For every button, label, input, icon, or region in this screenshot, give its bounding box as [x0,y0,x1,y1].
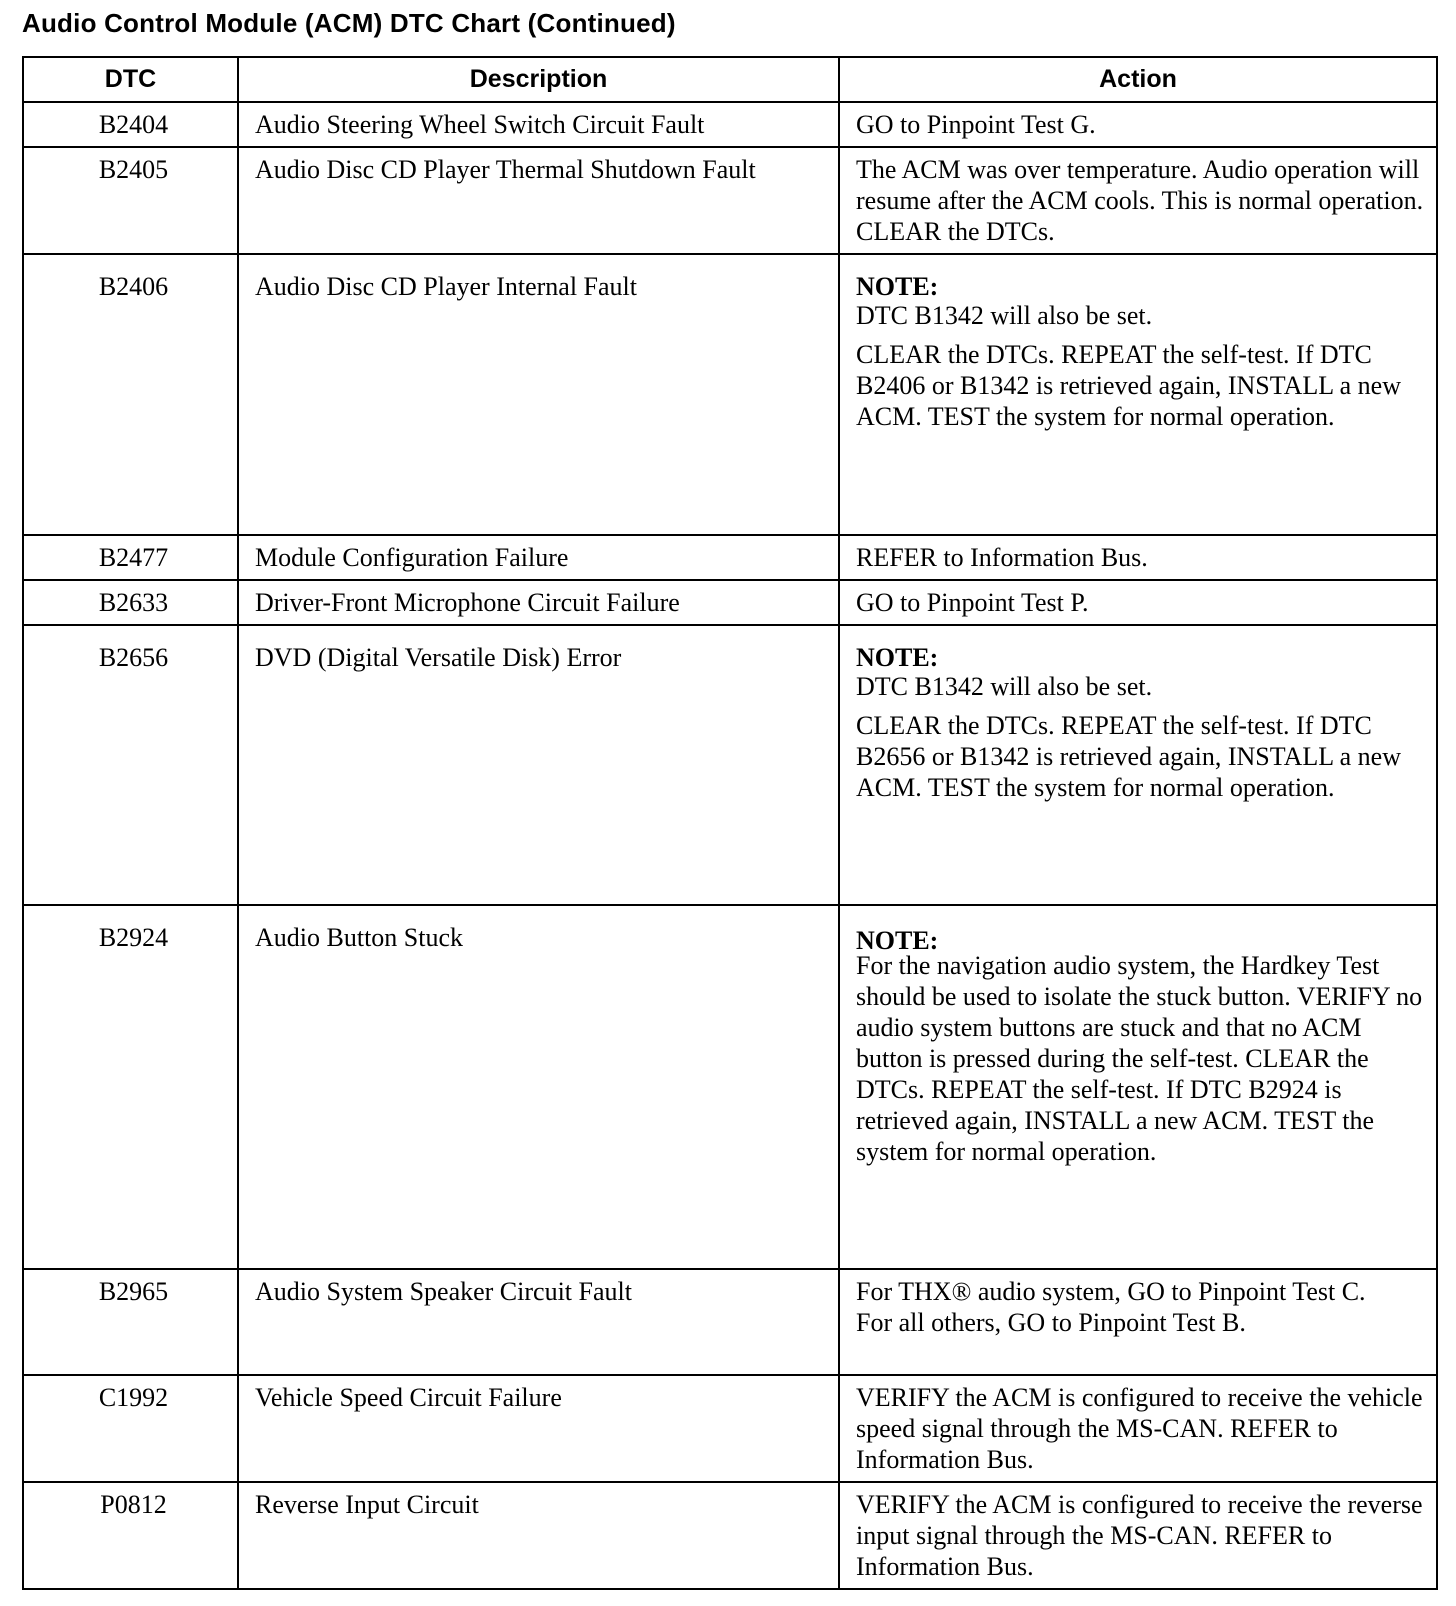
dtc-action-cell [839,905,1437,1269]
table-row [23,535,1437,580]
table-header-row [23,57,1437,102]
note-label: NOTE: [856,272,939,301]
dtc-action: The ACM was over temperature. Audio operation will resume after the ACM cools. This is normal operation. CLEAR the DTCs. [839,147,1437,254]
table-row [23,625,1437,905]
dtc-description: Audio Disc CD Player Thermal Shutdown Fault [238,147,839,254]
table-row [23,147,1437,254]
table-row [23,580,1437,625]
dtc-description: Module Configuration Failure [238,535,839,580]
note-text: For the navigation audio system, the Hardkey Test should be used to isolate the stuck button. VERIFY no audio system buttons are stuck and that no ACM button is pressed during the self-test. CLEAR the DTCs. REPEAT the self-test. If DTC B2924 is retrieved again, INSTALL a new ACM. TEST the system for normal operation. [856,951,1423,1166]
dtc-action: VERIFY the ACM is configured to receive the reverse input signal through the MS-CAN. REFER to Information Bus. [839,1482,1437,1589]
dtc-description: Audio Disc CD Player Internal Fault [238,254,839,535]
note-text: DTC B1342 will also be set. [856,672,1153,701]
dtc-code: B2404 [23,102,238,147]
note-label: NOTE: [856,926,939,955]
dtc-action: CLEAR the DTCs. REPEAT the self-test. If DTC B2656 or B1342 is retrieved again, INSTALL a new ACM. TEST the system for normal operation. [856,711,1401,802]
dtc-action: GO to Pinpoint Test G. [839,102,1437,147]
dtc-action-cell [839,625,1437,905]
dtc-action: GO to Pinpoint Test P. [839,580,1437,625]
dtc-description: Audio System Speaker Circuit Fault [238,1269,839,1375]
note-label: NOTE: [856,643,939,672]
column-header-dtc: DTC [23,57,238,102]
dtc-code: B2477 [23,535,238,580]
dtc-description: Audio Steering Wheel Switch Circuit Fault [238,102,839,147]
page-title: Audio Control Module (ACM) DTC Chart (Continued) [22,8,676,38]
dtc-code: B2406 [23,254,238,535]
table-row [23,1482,1437,1589]
dtc-action-cell [839,1269,1437,1375]
dtc-code: B2965 [23,1269,238,1375]
dtc-description: Vehicle Speed Circuit Failure [238,1375,839,1482]
table-row [23,1375,1437,1482]
dtc-description: Audio Button Stuck [238,905,839,1269]
note-text: DTC B1342 will also be set. [856,301,1153,330]
dtc-description: Reverse Input Circuit [238,1482,839,1589]
dtc-code: P0812 [23,1482,238,1589]
dtc-code: B2656 [23,625,238,905]
dtc-action: VERIFY the ACM is configured to receive the vehicle speed signal through the MS-CAN. REFER to Information Bus. [839,1375,1437,1482]
table-row [23,1269,1437,1375]
column-header-action: Action [839,57,1437,102]
dtc-code: B2405 [23,147,238,254]
dtc-action-line: For THX® audio system, GO to Pinpoint Test C. [856,1277,1366,1306]
table-row [23,254,1437,535]
table-row [23,905,1437,1269]
dtc-action: REFER to Information Bus. [839,535,1437,580]
dtc-code: B2924 [23,905,238,1269]
table-row [23,102,1437,147]
dtc-action-line: For all others, GO to Pinpoint Test B. [856,1308,1246,1337]
column-header-description: Description [238,57,839,102]
dtc-description: DVD (Digital Versatile Disk) Error [238,625,839,905]
dtc-description: Driver-Front Microphone Circuit Failure [238,580,839,625]
dtc-code: C1992 [23,1375,238,1482]
dtc-chart-table [22,56,1438,1590]
dtc-code: B2633 [23,580,238,625]
dtc-action: CLEAR the DTCs. REPEAT the self-test. If DTC B2406 or B1342 is retrieved again, INSTALL a new ACM. TEST the system for normal operation. [856,340,1401,431]
dtc-action-cell [839,254,1437,535]
